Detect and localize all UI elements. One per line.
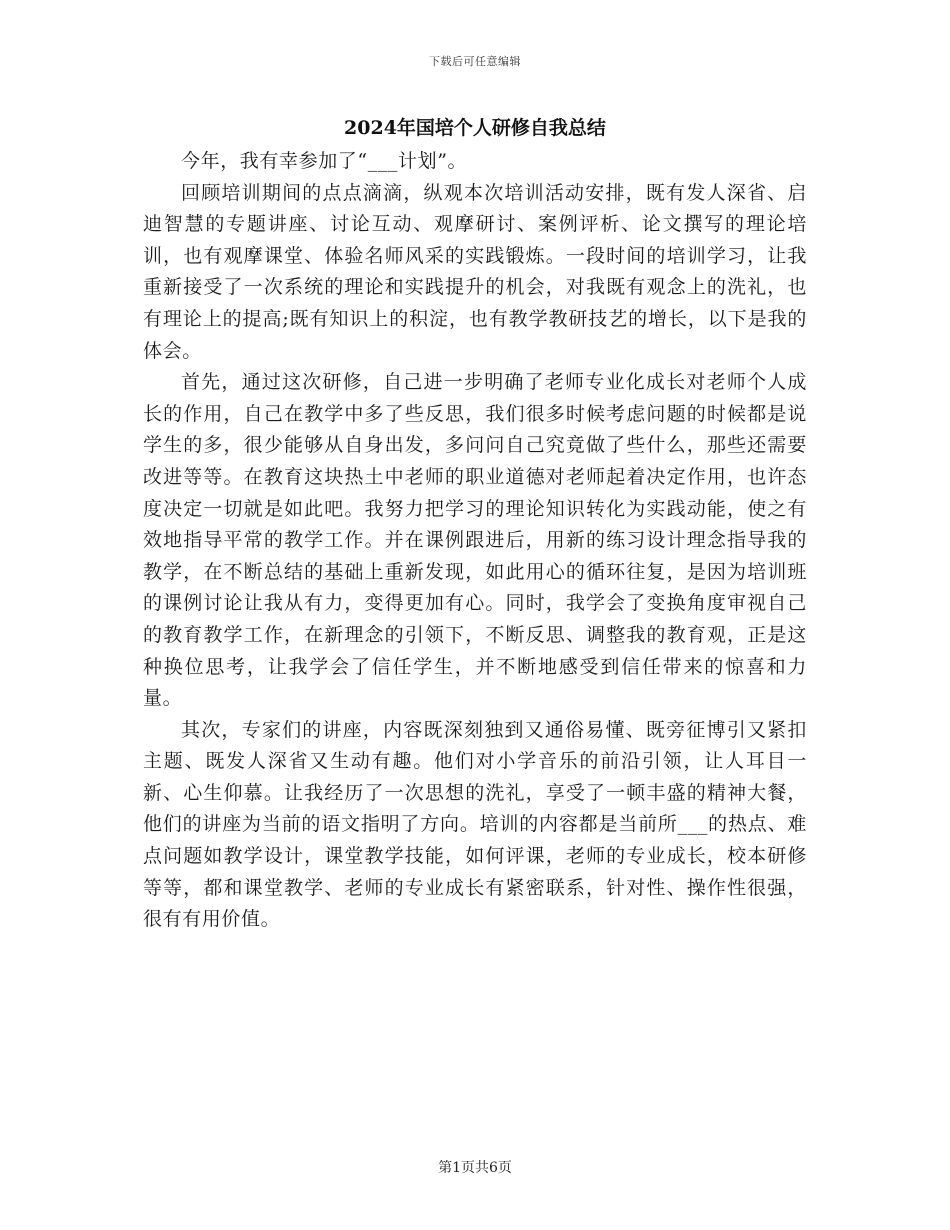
paragraph-intro: 今年，我有幸参加了“___计划”。	[181, 150, 468, 172]
paragraph-second-point: 其次，专家们的讲座，内容既深刻独到又通俗易懂、既旁征博引又紧扣主题、既发人深省又生动有趣。他们对小学音乐的前沿引领，让人耳目一新、心生仰慕。让我经历了一次思想的洗礼，享受了一顿丰盛的精神大餐，他们的讲座为当前的语文指明了方向。培训的内容都是当前所___的热点、难点问题如教学设计，课堂教学技能，如何评课，老师的专业成长，校本研修等等，都和课堂教学、老师的专业成长有紧密联系，针对性、操作性很强，很有有用价值。	[143, 718, 807, 931]
document-title: 2024年国培个人研修自我总结	[344, 117, 606, 139]
paragraph-review: 回顾培训期间的点点滴滴，纵观本次培训活动安排，既有发人深省、启迪智慧的专题讲座、讨论互动、观摩研讨、案例评析、论文撰写的理论培训，也有观摩课堂、体验名师风采的实践锻炼。一段时间的培训学习，让我重新接受了一次系统的理论和实践提升的机会，对我既有观念上的洗礼，也有理论上的提高;既有知识上的积淀，也有教学教研技艺的增长，以下是我的体会。	[143, 181, 807, 362]
document-body	[143, 146, 807, 936]
header-note: 下载后可任意编辑	[429, 55, 521, 68]
paragraph-first-point: 首先，通过这次研修，自己进一步明确了老师专业化成长对老师个人成长的作用，自己在教学中多了些反思，我们很多时候考虑问题的时候都是说学生的多，很少能够从自身出发，多问问自己究竟做了些什么，那些还需要改进等等。在教育这块热土中老师的职业道德对老师起着决定作用，也许态度决定一切就是如此吧。我努力把学习的理论知识转化为实践动能，使之有效地指导平常的教学工作。并在课例跟进后，用新的练习设计理念指导我的教学，在不断总结的基础上重新发现，如此用心的循环往复，是因为培训班的课例讨论让我从有力，变得更加有心。同时，我学会了变换角度审视自己的教育教学工作，在新理念的引领下，不断反思、调整我的教育观，正是这种换位思考，让我学会了信任学生，并不断地感受到信任带来的惊喜和力量。	[143, 371, 807, 710]
page-number: 第1页共6页	[438, 1160, 512, 1176]
